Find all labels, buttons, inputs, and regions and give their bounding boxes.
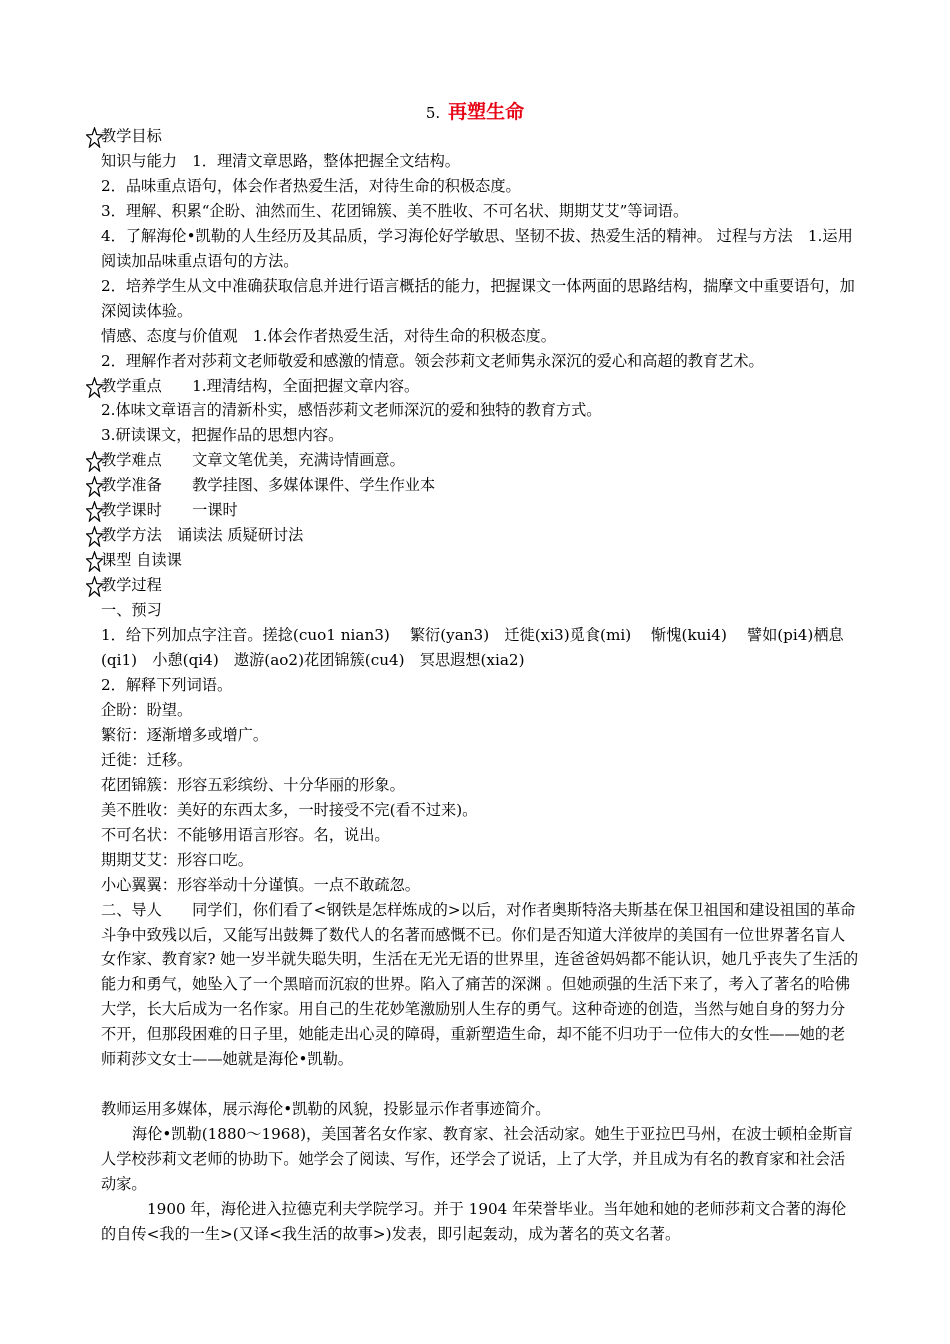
paragraph-text: 一、预习 [101, 601, 162, 620]
star-bullet-icon [86, 377, 103, 398]
star-bullet-icon [86, 576, 103, 597]
paragraph-text: 教学方法 诵读法 质疑研讨法 [101, 526, 304, 545]
paragraph-text: 花团锦簇：形容五彩缤纷、十分华丽的形象。 [101, 775, 405, 794]
paragraph-text: 企盼：盼望。 [101, 700, 193, 719]
paragraph [101, 274, 859, 324]
paragraph [101, 124, 859, 149]
paragraph [101, 398, 859, 423]
paragraph [101, 673, 859, 698]
paragraph-text: 2．品味重点语句，体会作者热爱生活，对待生命的积极态度。 [101, 176, 521, 195]
paragraph [101, 374, 859, 399]
paragraph [101, 1097, 859, 1122]
paragraph [101, 623, 859, 673]
lesson-number: 5. [425, 104, 441, 122]
paragraph-text: 2．理解作者对莎莉文老师敬爱和感激的情意。领会莎莉文老师隽永深沉的爱心和高超的教育艺术。 [101, 351, 764, 370]
paragraph [101, 823, 859, 848]
paragraph [101, 498, 859, 523]
paragraph [101, 798, 859, 823]
paragraph [101, 349, 859, 374]
paragraph-text: 3．理解、积累“企盼、油然而生、花团锦簇、美不胜收、不可名状、期期艾艾”等词语。 [101, 201, 689, 220]
paragraph-text: 不可名状：不能够用语言形容。名，说出。 [101, 825, 390, 844]
paragraph [101, 573, 859, 598]
paragraph [101, 149, 859, 174]
paragraph-text: 教学重点 1.理清结构，全面把握文章内容。 [101, 376, 420, 395]
paragraph-text: 美不胜收：美好的东西太多，一时接受不完(看不过来)。 [101, 800, 478, 819]
paragraph-text: 知识与能力 1．理清文章思路，整体把握全文结构。 [101, 151, 460, 170]
star-bullet-icon [86, 551, 103, 572]
paragraph [101, 473, 859, 498]
paragraph-text: 繁衍：逐渐增多或增广。 [101, 725, 269, 744]
paragraph-text: 2．解释下列词语。 [101, 675, 233, 694]
paragraph-text: 教学目标 [101, 127, 162, 145]
paragraph [101, 199, 859, 224]
paragraph [101, 748, 859, 773]
paragraph-spacer [101, 1072, 859, 1097]
star-bullet-icon [86, 501, 103, 522]
paragraph-text: 二、导人 同学们，你们看了<钢铁是怎样炼成的>以后，对作者奥斯特洛夫斯基在保卫祖国和建设祖国的革命斗争中致残以后，又能写出鼓舞了数代人的名著而感慨不已。你们是否知道大洋彼岸的美国有一位世界著名盲人女作家、教育家? 她一岁半就失聪失明，生活在无光无语的世界里，连爸爸妈妈都不能认识，她几乎丧失了生活的能力和勇气，她坠入了一个黑暗而沉寂的世界。陷入了痛苦的深渊 。但她顽强的生活下来了，考入了著名的哈佛大学，长大后成为一名作家。用自己的生花妙笔激励别人生存的勇气。这种奇迹的创造，当然与她自身的努力分不开，但那段困难的日子里，她能走出心灵的障碍，重新塑造生命，却不能不归功于一位伟大的女性——她的老师莉莎文女士——她就是海伦•凯勒。 [101, 900, 859, 1069]
paragraph [101, 873, 859, 898]
paragraph-text: 教师运用多媒体，展示海伦•凯勒的风貌，投影显示作者事迹简介。 [101, 1100, 551, 1119]
paragraph [101, 1197, 859, 1247]
paragraph [101, 898, 859, 1073]
paragraph-text: 教学过程 [101, 576, 162, 595]
star-bullet-icon [86, 526, 103, 547]
paragraph [101, 523, 859, 548]
paragraph [101, 324, 859, 349]
paragraph [101, 224, 859, 274]
paragraph-text: 4．了解海伦•凯勒的人生经历及其品质，学习海伦好学敏思、坚韧不拔、热爱生活的精神。 过程与方法 1.运用阅读加品味重点语句的方法。 [101, 226, 853, 270]
paragraph-text: 2.体味文章语言的清新朴实，感悟莎莉文老师深沉的爱和独特的教育方式。 [101, 401, 602, 420]
paragraph-text: 情感、态度与价值观 1.体会作者热爱生活，对待生命的积极态度。 [101, 326, 556, 345]
star-bullet-icon [86, 476, 103, 497]
star-bullet-icon [86, 451, 103, 472]
paragraph [101, 1122, 859, 1197]
paragraph-text: 课型 自读课 [101, 551, 182, 570]
lesson-title [0, 100, 950, 125]
document-body [101, 124, 859, 1247]
paragraph-text: 3.研读课文，把握作品的思想内容。 [101, 426, 344, 445]
paragraph-text: 迁徙：迁移。 [101, 750, 193, 769]
paragraph [101, 548, 859, 573]
paragraph-text: 1900 年，海伦进入拉德克利夫学院学习。并于 1904 年荣誉毕业。当年她和她的老师莎莉文合著的海伦的自传<我的一生>(又译<我生活的故事>)发表，即引起轰动，成为著名的英文名著。 [101, 1200, 847, 1243]
paragraph-text: 教学难点 文章文笔优美，充满诗情画意。 [101, 451, 405, 470]
paragraph [101, 423, 859, 448]
paragraph [101, 848, 859, 873]
paragraph-text: 教学课时 一课时 [101, 501, 238, 520]
paragraph-text: 海伦•凯勒(1880～1968)，美国著名女作家、教育家、社会活动家。她生于亚拉巴马州，在波士顿柏金斯盲人学校莎莉文老师的协助下。她学会了阅读、写作，还学会了说话，上了大学，并且成为有名的教育家和社会活动家。 [101, 1125, 853, 1194]
paragraph [101, 174, 859, 199]
paragraph-text: 2．培养学生从文中准确获取信息并进行语言概括的能力，把握课文一体两面的思路结构，揣摩文中重要语句，加深阅读体验。 [101, 276, 855, 320]
paragraph [101, 773, 859, 798]
paragraph [101, 448, 859, 473]
paragraph-text: 教学准备 教学挂图、多媒体课件、学生作业本 [101, 476, 436, 495]
lesson-title-text: 再塑生命 [448, 101, 525, 123]
paragraph-text: 1．给下列加点字注音。搓捻(cuo1 nian3) 繁衍(yan3) 迁徙(xi3)觅食(mi) 惭愧(kui4) 譬如(pi4)栖息(qi1) 小憩(qi4) 遨游(ao2)花团锦簇(cu4) 冥思遐想(xia2) [101, 626, 844, 670]
star-bullet-icon [86, 127, 103, 148]
paragraph [101, 698, 859, 723]
paragraph [101, 598, 859, 623]
paragraph-text: 期期艾艾：形容口吃。 [101, 850, 253, 869]
paragraph [101, 723, 859, 748]
paragraph-text: 小心翼翼：形容举动十分谨慎。一点不敢疏忽。 [101, 875, 420, 894]
